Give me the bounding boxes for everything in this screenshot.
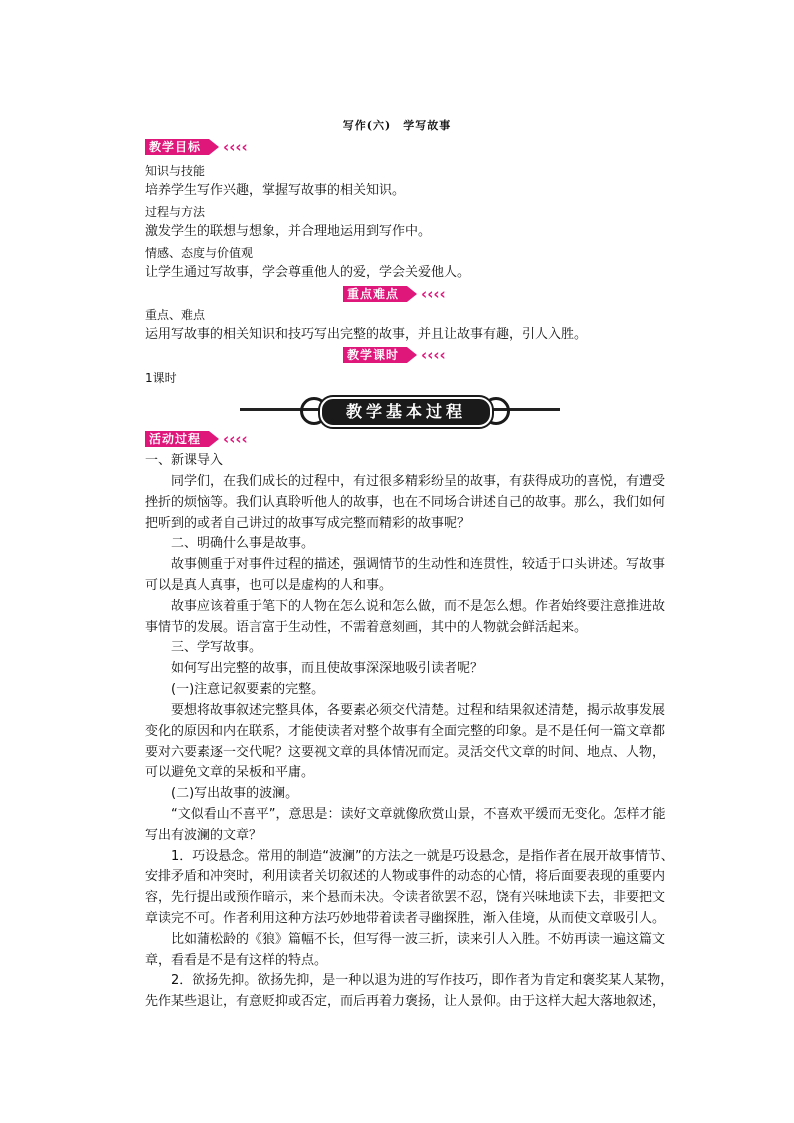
section-tag-goals	[145, 139, 248, 155]
page-title: 写作(六) 学写故事	[342, 119, 452, 132]
body-line: 故事侧重于对事件过程的描述，强调情节的生动性和连贯性，较适于口头讲述。写故事	[145, 557, 666, 572]
body-line: 运用写故事的相关知识和技巧写出完整的故事，并且让故事有趣，引人入胜。	[145, 327, 588, 342]
body-line: (二)写出故事的波澜。	[145, 786, 299, 801]
body-line: 比如蒲松龄的《狼》篇幅不长，但写得一波三折，读来引人入胜。不妨再读一遍这篇文	[145, 932, 666, 947]
banner-label: 教学基本过程	[345, 402, 466, 421]
banner-pill	[320, 397, 492, 427]
body-line: 章，看看是不是有这样的特点。	[145, 953, 328, 968]
body-line: 同学们，在我们成长的过程中，有过很多精彩纷呈的故事，有获得成功的喜悦，有遭受	[145, 474, 666, 489]
body-line: 二、明确什么事是故事。	[145, 536, 315, 551]
body-line: 挫折的烦恼等。我们认真聆听他人的故事，也在不同场合讲述自己的故事。那么，我们如何	[145, 495, 666, 510]
section-tag-label: 教学课时	[343, 347, 407, 363]
section-banner	[240, 394, 560, 426]
section-tag-process	[145, 431, 248, 447]
chevrons-icon: ‹‹‹‹	[223, 138, 248, 156]
body-line: 情感、态度与价值观	[145, 246, 254, 260]
body-line: 写出有波澜的文章？	[145, 828, 263, 843]
body-line: 如何写出完整的故事，而且使故事深深地吸引读者呢？	[145, 661, 484, 676]
body-line: 故事应该着重于笔下的人物在怎么说和怎么做，而不是怎么想。作者始终要注意推进故	[145, 599, 666, 614]
body-line: “文似看山不喜平”，意思是：读好文章就像欣赏山景，不喜欢平缓而无变化。怎样才能	[145, 807, 666, 822]
body-line: 要对六要素逐一交代呢？这要视文章的具体情况而定。灵活交代文章的时间、地点、人物，	[145, 745, 666, 760]
chevrons-icon: ‹‹‹‹	[223, 430, 248, 448]
body-line: 重点、难点	[145, 308, 206, 322]
section-tag-label: 活动过程	[145, 431, 209, 447]
body-line: 1课时	[145, 371, 177, 385]
body-line: 三、学写故事。	[145, 640, 263, 655]
body-line: 安排矛盾和冲突时，利用读者关切叙述的人物或事件的动态的心情，将后面要表现的重要内	[145, 869, 666, 884]
section-tag-hours	[343, 347, 446, 363]
body-line: 事情节的发展。语言富于生动性，不需着意刻画，其中的人物就会鲜活起来。	[145, 620, 588, 635]
body-line: 1．巧设悬念。常用的制造“波澜”的方法之一就是巧设悬念，是指作者在展开故事情节、	[145, 849, 674, 864]
body-line: 知识与技能	[145, 164, 206, 178]
body-line: 可以避免文章的呆板和平庸。	[145, 765, 315, 780]
section-tag-key	[343, 286, 446, 302]
body-line: 把听到的或者自己讲过的故事写成完整而精彩的故事呢？	[145, 516, 471, 531]
chevrons-icon: ‹‹‹‹	[421, 346, 446, 364]
section-tag-label: 重点难点	[343, 286, 407, 302]
body-line: 一、新课导入	[145, 453, 224, 468]
body-line: 2．欲扬先抑。欲扬先抑，是一种以退为进的写作技巧，即作者为肯定和褒奖某人某物，	[145, 973, 674, 988]
body-line: 过程与方法	[145, 205, 206, 219]
body-line: 激发学生的联想与想象，并合理地运用到写作中。	[145, 224, 432, 239]
body-line: 培养学生写作兴趣，掌握写故事的相关知识。	[145, 183, 406, 198]
body-line: 变化的原因和内在联系，才能使读者对整个故事有全面完整的印象。是不是任何一篇文章都	[145, 724, 666, 739]
body-line: (一)注意记叙要素的完整。	[145, 682, 325, 697]
body-line: 可以是真人真事，也可以是虚构的人和事。	[145, 578, 393, 593]
body-line: 要想将故事叙述完整具体，各要素必须交代清楚。过程和结果叙述清楚，揭示故事发展	[145, 703, 666, 718]
body-line: 章读完不可。作者利用这种方法巧妙地带着读者寻幽探胜，渐入佳境，从而使文章吸引人。	[145, 911, 666, 926]
body-line: 先作某些退让，有意贬抑或否定，而后再着力褒扬，让人景仰。由于这样大起大落地叙述，	[145, 994, 666, 1009]
body-line: 容，先行提出或预作暗示，来个悬而未决。令读者欲罢不忍，饶有兴味地读下去，非要把文	[145, 890, 666, 905]
body-line: 让学生通过写故事，学会尊重他人的爱，学会关爱他人。	[145, 265, 471, 280]
chevrons-icon: ‹‹‹‹	[421, 285, 446, 303]
section-tag-label: 教学目标	[145, 139, 209, 155]
